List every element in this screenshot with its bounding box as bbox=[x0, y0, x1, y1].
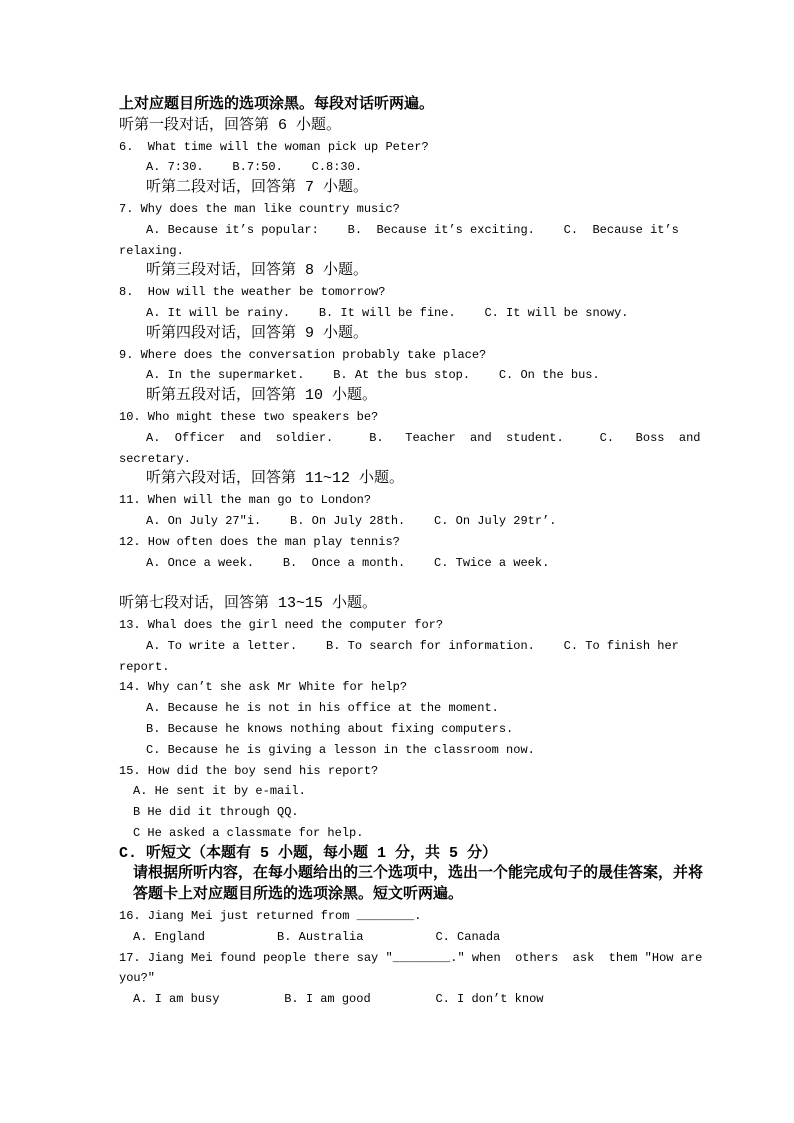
text-line: 16. Jiang Mei just returned from ________. bbox=[119, 909, 422, 924]
text-line: A. He sent it by e-mail. bbox=[133, 784, 306, 799]
text-line: 昕第五段对话，回答第 10 小题。 bbox=[146, 387, 378, 405]
text-line: 请根据所听内容，在每小题给出的三个选项中，选出一个能完成句子的晟佳答案，并将 bbox=[133, 865, 704, 883]
text-line: A. On July 27″i. B. On July 28th. C. On July 29tr’. bbox=[146, 513, 557, 528]
text-line: A. England B. Australia C. Canada bbox=[133, 929, 501, 944]
text-line: A. It will be rainy. B. It will be fine. C. It will be snowy. bbox=[146, 305, 629, 320]
text-line: 8. How will the weather be tomorrow? bbox=[119, 285, 386, 300]
text-line: A. Officer and soldier. B. Teacher and student. C. Boss and bbox=[146, 430, 701, 445]
text-line: 听第三段对话，回答第 8 小题。 bbox=[146, 262, 369, 280]
text-line: B. Because he knows nothing about fixing computers. bbox=[146, 721, 514, 736]
text-line: A. To write a letter. B. To search for information. C. To finish her bbox=[146, 638, 679, 653]
text-line: 10. Who might these two speakers be? bbox=[119, 409, 379, 424]
text-line: A. I am busy B. I am good C. I don’t know bbox=[133, 992, 544, 1007]
text-line: 7. Why does the man like country music? bbox=[119, 201, 400, 216]
text-line: 答题卡上对应题目所选的选项涂黑。短文听两遍。 bbox=[133, 886, 464, 904]
text-line: B He did it through QQ. bbox=[133, 805, 299, 820]
text-line: 11. When will the man go to London? bbox=[119, 493, 372, 508]
text-line: 12. How often does the man play tennis? bbox=[119, 534, 400, 549]
text-line: report. bbox=[119, 659, 170, 674]
text-line: C. Because he is giving a lesson in the classroom now. bbox=[146, 742, 535, 757]
text-line: 9. Where does the conversation probably take place? bbox=[119, 347, 487, 362]
text-line: A. Because he is not in his office at the moment. bbox=[146, 701, 499, 716]
text-line: A. Because it’s popular: B. Because it’s exciting. C. Because it’s bbox=[146, 222, 679, 237]
text-line: 14. Why can’t she ask Mr White for help? bbox=[119, 680, 408, 695]
text-line: 听第七段对话，回答第 13~15 小题。 bbox=[119, 595, 378, 613]
text-line: 上对应题目所选的选项涂黑。每段对话听两遍。 bbox=[119, 96, 435, 113]
text-line: A. Once a week. B. Once a month. C. Twice a week. bbox=[146, 555, 550, 570]
text-line: C. 听短文（本题有 5 小题，每小题 1 分，共 5 分） bbox=[119, 844, 498, 862]
text-line: C He asked a classmate for help. bbox=[133, 825, 364, 840]
text-line: relaxing. bbox=[119, 243, 184, 258]
text-line: you?″ bbox=[119, 971, 156, 986]
exam-document bbox=[119, 95, 719, 1010]
text-line: 13. Whal does the girl need the computer for? bbox=[119, 617, 444, 632]
text-line: A. 7:30. B.7:50. C.8:30. bbox=[146, 160, 363, 175]
text-line: 听第一段对话，回答第 6 小题。 bbox=[119, 116, 342, 134]
text-line bbox=[119, 573, 719, 594]
text-line: A. In the supermarket. B. At the bus stop. C. On the bus. bbox=[146, 368, 600, 383]
text-line: 17. Jiang Mei found people there say ″________.″ when others ask them ″How are bbox=[119, 950, 703, 965]
text-line: 15. How did the boy send his report? bbox=[119, 763, 379, 778]
text-line: 听第二段对话，回答第 7 小题。 bbox=[146, 179, 369, 197]
text-line: 听第四段对话，回答第 9 小题。 bbox=[146, 324, 369, 342]
text-line: 6. What time will the woman pick up Peter? bbox=[119, 139, 429, 154]
text-line: secretary. bbox=[119, 451, 192, 466]
text-line: 听第六段对话，回答第 11~12 小题。 bbox=[146, 470, 405, 488]
